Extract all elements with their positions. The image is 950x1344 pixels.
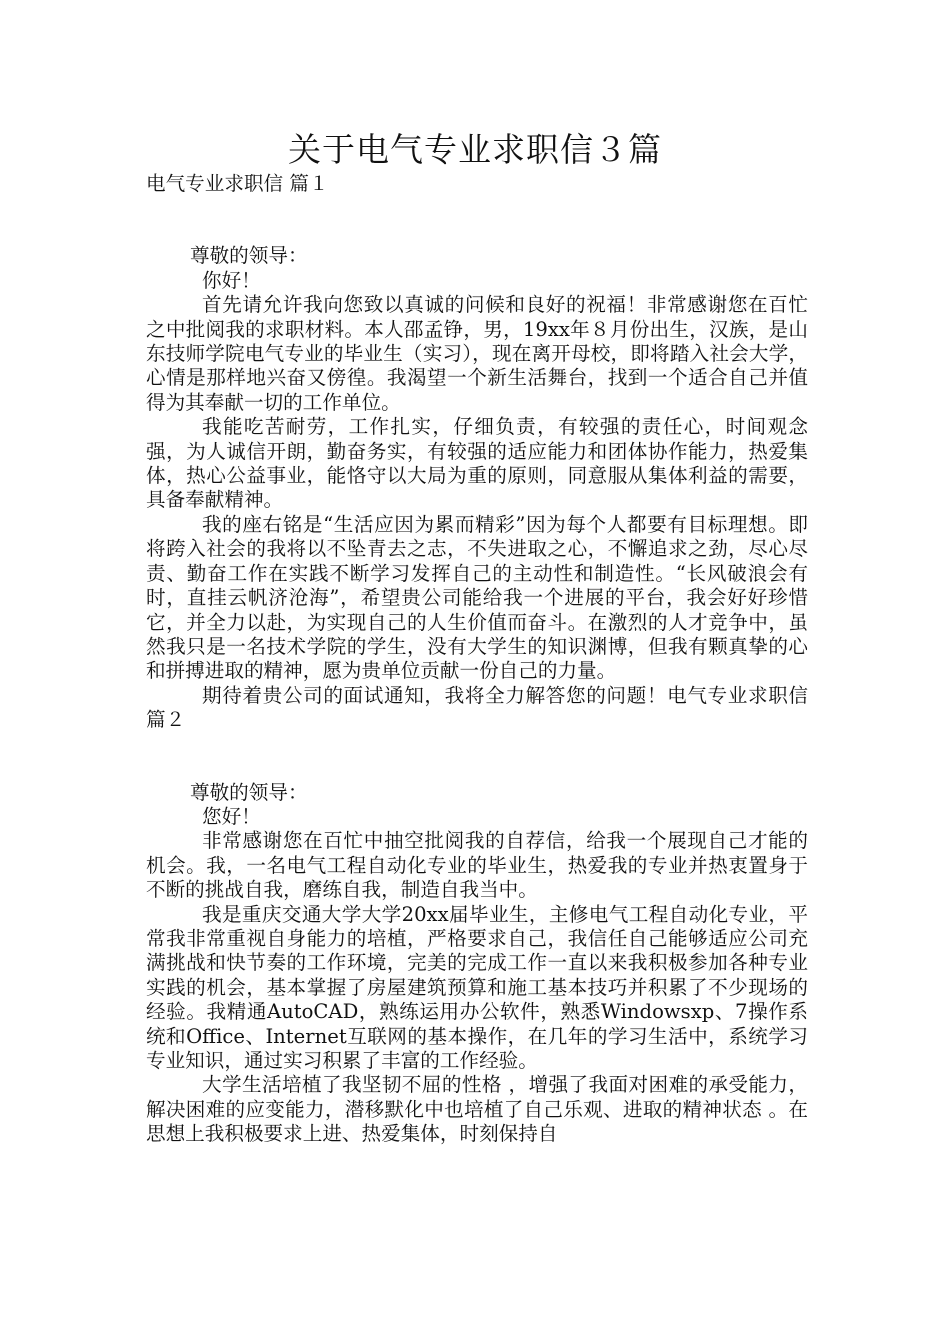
document-title: 关于电气专业求职信３篇 [288,130,662,169]
letter-1-closing: 期待着贵公司的面试通知，我将全力解答您的问题！ [202,683,668,707]
letter-2-salutation: 尊敬的领导： [190,780,308,804]
letter-1-greeting: 你好！ [202,268,261,292]
letter-1-salutation: 尊敬的领导： [190,244,308,268]
letter-1-closing-paragraph [146,684,808,733]
section-spacer [146,196,808,244]
letter-1-paragraph: 首先请允许我向您致以真诚的问候和良好的祝福！非常感谢您在百忙之中批阅我的求职材料。本人邵孟铮，男，19xx年８月份出生，汉族，是山东技师学院电气专业的毕业生（实习），现在离开母校，即将踏入社会大学，心情是那样地兴奋又傍徨。我渴望一个新生活舞台，找到一个适合自己并值得为其奉献一切的工作单位。 [146,293,808,414]
letter-2-greeting: 您好！ [202,804,261,828]
section-spacer [146,733,808,781]
letter-2-heading: 电气专业求职信 篇２ [146,683,809,732]
document-body [146,172,808,1147]
letter-2-paragraph: 非常感谢您在百忙中抽空批阅我的自荐信，给我一个展现自己才能的机会。我，一名电气工程自动化专业的毕业生，热爱我的专业并热衷置身于不断的挑战自我，磨练自我，制造自我当中。 [146,829,808,902]
letter-2-paragraph: 我是重庆交通大学大学20xx届毕业生，主修电气工程自动化专业，平常我非常重视自身能力的培植，严格要求自己，我信任自己能够适应公司充满挑战和快节奏的工作环境，完美的完成工作一直以来我积极参加各种专业实践的机会，基本掌握了房屋建筑预算和施工基本技巧并积累了不少现场的经验。我精通AutoCAD，熟练运用办公软件，熟悉Windowsxp、7操作系统和Office、Internet互联网的基本操作，在几年的学习生活中，系统学习专业知识，通过实习积累了丰富的工作经验。 [146,902,808,1072]
letter-2-paragraph: 大学生活培植了我坚韧不屈的性格 ，增强了我面对困难的承受能力，解决困难的应变能力，潜移默化中也培植了自己乐观、进取的精神状态 。在思想上我积极要求上进、热爱集体，时刻保持自 [146,1073,808,1146]
letter-1-paragraph: 我能吃苦耐劳，工作扎实，仔细负责，有较强的责任心，时间观念强，为人诚信开朗，勤奋务实，有较强的适应能力和团体协作能力，热爱集体，热心公益事业，能恪守以大局为重的原则，同意服从集体利益的需要，具备奉献精神。 [146,415,808,512]
letter-1-heading: 电气专业求职信 篇１ [146,172,329,195]
letter-1-paragraph: 我的座右铭是“生活应因为累而精彩”因为每个人都要有目标理想。即将跨入社会的我将以不坠青去之志，不失进取之心，不懈追求之劲，尽心尽责、勤奋工作在实践不断学习发挥自己的主动性和制造性。“长风破浪会有时，直挂云帆济沧海”，希望贵公司能给我一个进展的平台，我会好好珍惜它，并全力以赴，为实现自己的人生价值而奋斗。在激烈的人才竞争中，虽然我只是一名技术学院的学生，没有大学生的知识渊博，但我有颗真挚的心和拼搏进取的精神，愿为贵单位贡献一份自己的力量。 [146,512,808,683]
